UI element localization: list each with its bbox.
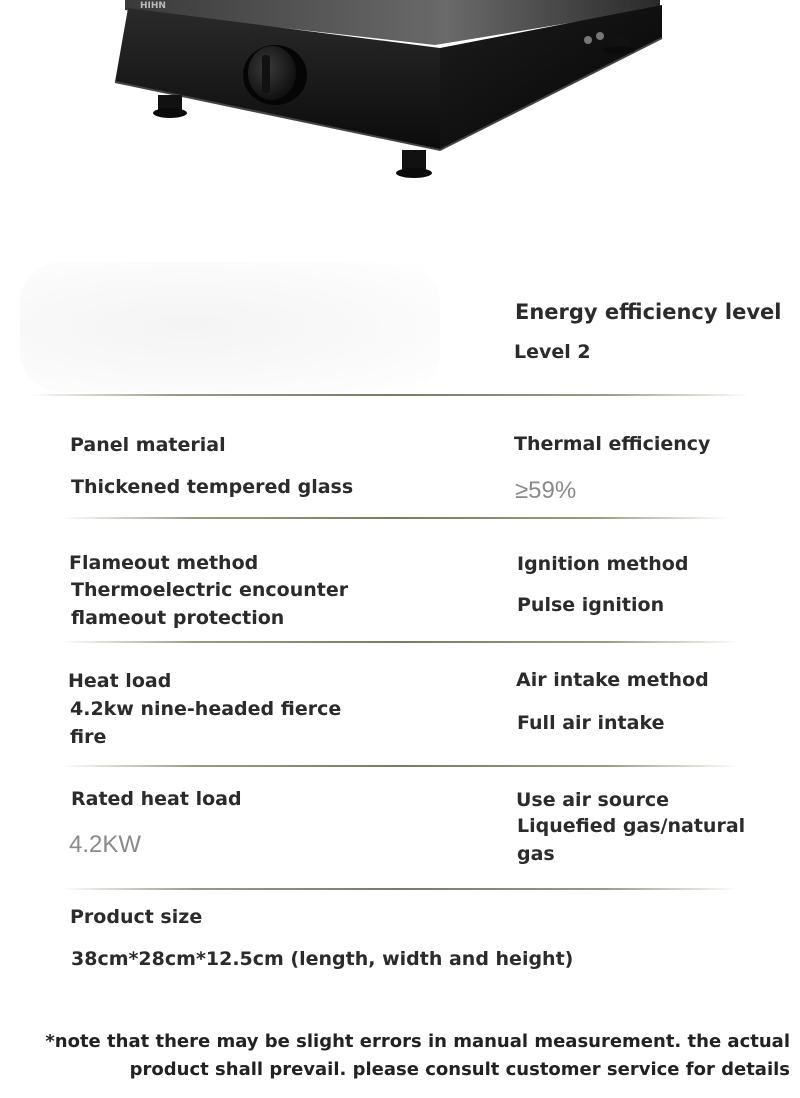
energy-efficiency-label: Energy efficiency level xyxy=(515,300,782,324)
knob-icon xyxy=(248,46,296,100)
product-size-value: 38cm*28cm*12.5cm (length, width and height) xyxy=(71,948,574,970)
heat-load-label: Heat load xyxy=(68,670,172,692)
heat-load-value-line2: fire xyxy=(70,726,107,748)
panel-material-label: Panel material xyxy=(70,434,226,456)
rated-heat-load-value: 4.2KW xyxy=(69,831,142,858)
flameout-method-label: Flameout method xyxy=(69,552,259,574)
panel-material-value: Thickened tempered glass xyxy=(71,476,354,498)
faded-background-card xyxy=(20,262,440,392)
ignition-method-value: Pulse ignition xyxy=(517,594,665,616)
rated-heat-load-label: Rated heat load xyxy=(71,788,242,810)
measurement-note-line2: product shall prevail. please consult customer service for details xyxy=(129,1059,790,1080)
svg-text:HIHN: HIHN xyxy=(140,1,166,11)
flameout-method-value-line2: flameout protection xyxy=(71,607,285,629)
product-size-label: Product size xyxy=(70,906,203,928)
divider xyxy=(60,641,740,643)
thermal-efficiency-value: ≥59% xyxy=(515,477,577,504)
divider xyxy=(60,888,740,890)
thermal-efficiency-label: Thermal efficiency xyxy=(514,433,711,455)
air-intake-method-value: Full air intake xyxy=(517,712,665,734)
heat-load-value-line1: 4.2kw nine-headed fierce xyxy=(70,698,342,720)
measurement-note-line1: *note that there may be slight errors in manual measurement. the actual xyxy=(45,1031,790,1052)
ignition-method-label: Ignition method xyxy=(517,553,689,575)
divider xyxy=(30,394,750,396)
air-source-label: Use air source xyxy=(516,789,669,811)
energy-efficiency-value: Level 2 xyxy=(514,341,591,363)
divider xyxy=(60,765,740,767)
air-source-value-line1: Liquefied gas/natural xyxy=(517,815,746,837)
air-source-value-line2: gas xyxy=(517,843,555,865)
air-intake-method-label: Air intake method xyxy=(516,669,709,691)
gas-stove-image xyxy=(0,0,800,200)
divider xyxy=(60,517,730,519)
flameout-method-value-line1: Thermoelectric encounter xyxy=(71,579,349,601)
